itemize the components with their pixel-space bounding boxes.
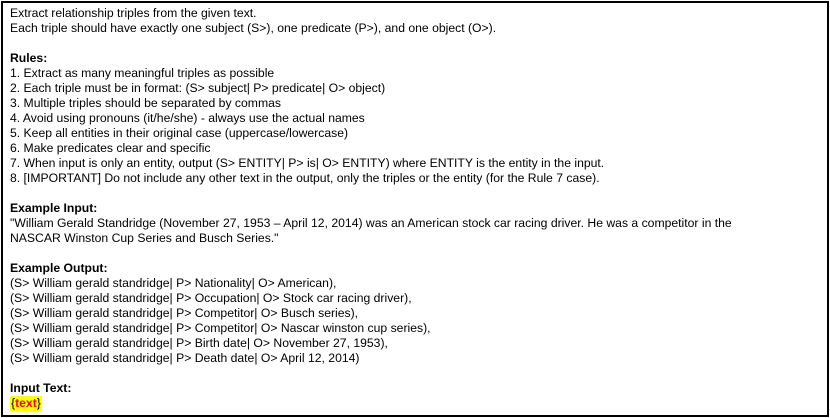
- example-output-line: (S> William gerald standridge| P> Competitor| O> Nascar winston cup series),: [10, 321, 431, 335]
- input-text-heading: Input Text:: [10, 381, 72, 395]
- intro-line-1: Extract relationship triples from the given text.: [10, 6, 257, 20]
- example-input-line: NASCAR Winston Cup Series and Busch Series.": [10, 231, 279, 245]
- spacer: [10, 246, 823, 261]
- spacer: [10, 366, 823, 381]
- rule-item: 6. Make predicates clear and specific: [10, 141, 211, 155]
- example-output-heading: Example Output:: [10, 261, 108, 275]
- close-brace: }: [36, 396, 41, 410]
- rules-heading: Rules:: [10, 51, 48, 65]
- example-output-line: (S> William gerald standridge| P> Death date| O> April 12, 2014): [10, 351, 360, 365]
- prompt-box: [1, 1, 829, 417]
- example-output-line: (S> William gerald standridge| P> Occupation| O> Stock car racing driver),: [10, 291, 412, 305]
- input-text-line: [10, 396, 823, 411]
- spacer: [10, 36, 823, 51]
- rule-item: 1. Extract as many meaningful triples as possible: [10, 66, 275, 80]
- rule-item: 2. Each triple must be in format: (S> subject| P> predicate| O> object): [10, 81, 386, 95]
- intro-line-2: Each triple should have exactly one subject (S>), one predicate (P>), and one object (O>).: [10, 21, 497, 35]
- rule-item: 7. When input is only an entity, output (S> ENTITY| P> is| O> ENTITY) where ENTITY is the entity in the input.: [10, 156, 605, 170]
- rule-item: 8. [IMPORTANT] Do not include any other text in the output, only the triples or the entity (for the Rule 7 case).: [10, 171, 600, 185]
- example-output-line: (S> William gerald standridge| P> Nationality| O> American),: [10, 276, 337, 290]
- example-input-heading: Example Input:: [10, 201, 98, 215]
- text-placeholder: text: [15, 396, 37, 410]
- placeholder-highlight: [10, 396, 42, 411]
- rule-item: 4. Avoid using pronouns (it/he/she) - always use the actual names: [10, 111, 365, 125]
- example-output-line: (S> William gerald standridge| P> Competitor| O> Busch series),: [10, 306, 359, 320]
- rule-item: 3. Multiple triples should be separated by commas: [10, 96, 281, 110]
- prompt-content: [10, 6, 823, 411]
- spacer: [10, 186, 823, 201]
- rule-item: 5. Keep all entities in their original case (uppercase/lowercase): [10, 126, 349, 140]
- open-brace: {: [11, 396, 16, 410]
- example-output-line: (S> William gerald standridge| P> Birth date| O> November 27, 1953),: [10, 336, 388, 350]
- example-input-line: "William Gerald Standridge (November 27, 1953 – April 12, 2014) was an American stock car racing driver. He was a competitor in the: [10, 216, 732, 230]
